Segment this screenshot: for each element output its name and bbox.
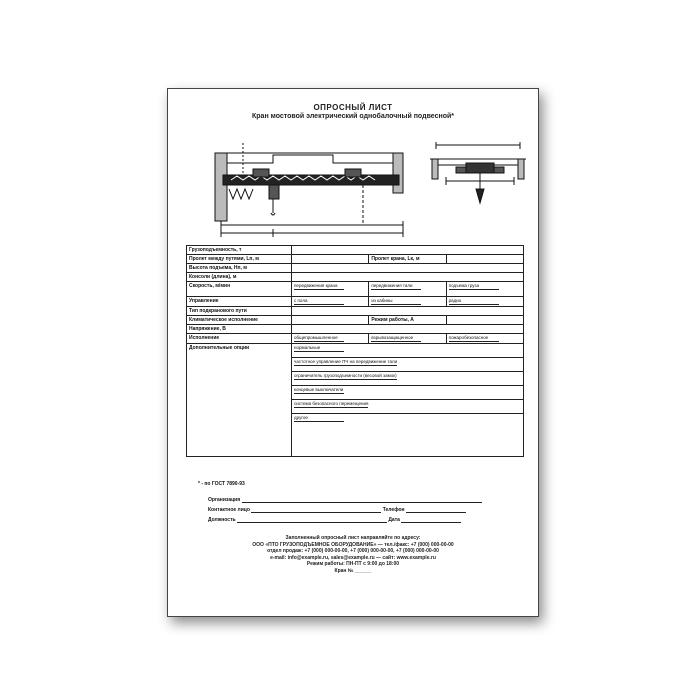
option-text: пожаробезопасное [449,335,499,342]
form-row [187,316,524,325]
field-value[interactable] [292,264,524,273]
option-cell[interactable] [369,282,446,297]
form-row [187,273,524,282]
option-text: с пола [294,298,344,305]
extra-option[interactable] [292,372,524,386]
form-row [187,344,524,358]
contacts-line: Режим работы: ПН-ПТ с 9:00 до 18:00 [306,561,400,567]
extra-option-text: ограничитель грузоподъемности (весовой замок) [294,373,397,378]
field-value[interactable] [292,246,524,255]
option-text: взрывозащищенное [371,335,421,342]
org-label: Организация [208,497,241,503]
signature-org-row [208,497,482,503]
contacts-line: отдел продаж: +7 (000) 000-00-00, +7 (000) 000-00-00, +7 (000) 000-00-00 [267,548,439,554]
field-label: Тип подкранового пути [187,307,292,316]
form-row [187,282,524,297]
org-field[interactable] [242,502,482,503]
form-row [187,264,524,273]
option-cell[interactable] [369,334,446,344]
field-label: Грузоподъемность, т [187,246,292,255]
extra-option-text: концевые выключатели [294,387,344,392]
extra-option[interactable] [292,400,524,414]
form-row [187,246,524,255]
option-text: передвижения крана [294,283,344,290]
crane-side-view-drawing [213,133,413,243]
signature-position-row [208,517,461,523]
date-field[interactable] [401,522,461,523]
position-field[interactable] [237,522,387,523]
phone-field[interactable] [406,512,466,513]
option-cell[interactable] [292,282,369,297]
field-label: Дополнительные опции [187,344,292,457]
field-value[interactable] [292,325,524,334]
position-label: Должность [208,517,236,523]
form-row [187,297,524,307]
field-value-right[interactable] [446,255,523,264]
form-row [187,255,524,264]
field-label-right: Пролет крана, Lк, м [369,255,446,264]
document-title: ОПРОСНЫЙ ЛИСТ [313,103,393,112]
field-label: Климатическое исполнение [187,316,292,325]
option-cell[interactable] [369,297,446,307]
option-text: передвижения тали [371,283,421,290]
form-row [187,307,524,316]
field-value[interactable] [292,316,369,325]
field-label: Высота подъема, Hп, м [187,264,292,273]
field-label-right: Режим работы, А [369,316,446,325]
field-label: Пролет между путями, Lп, м [187,255,292,264]
contacts-line: ООО «ПТО ГРУЗОПОДЪЕМНОЕ ОБОРУДОВАНИЕ» — тел./факс: +7 (000) 000-00-00 [252,541,454,548]
option-text: радио [449,298,499,305]
document-subtitle: Кран мостовой электрический однобалочный подвесной* [252,113,454,120]
option-cell[interactable] [446,282,523,297]
option-cell[interactable] [446,334,523,344]
option-text: общепромышленное [294,335,344,342]
contacts-line: Заполненный опросный лист направляйте по адресу: [285,535,421,541]
contacts-block [218,535,488,574]
contacts-line: e-mail: info@example.ru, sales@example.ru — сайт: www.example.ru [270,554,436,561]
extra-option[interactable] [292,358,524,372]
crane-end-view-drawing [426,141,530,231]
contacts-line: Кран № ______ [334,567,372,574]
contact-label: Контактное лицо [208,507,250,513]
extra-option-text: система безопасного перемещения [294,401,369,406]
field-label: Исполнение [187,334,292,344]
phone-label: Телефон [382,507,405,513]
extra-option-text: другое [294,415,344,422]
field-value-right[interactable] [446,316,523,325]
date-label: Дата [388,517,400,523]
extra-option-text: нормальные [294,345,344,352]
field-value[interactable] [292,255,369,264]
field-label: Напряжение, В [187,325,292,334]
form-row [187,325,524,334]
extra-option[interactable] [292,386,524,400]
option-cell[interactable] [292,334,369,344]
form-row [187,334,524,344]
signature-contact-row [208,507,466,513]
field-label: Управление [187,297,292,307]
questionnaire-sheet [167,88,539,617]
option-cell[interactable] [446,297,523,307]
option-text: подъема груза [449,283,499,290]
footnote: * - по ГОСТ 7890-93 [198,481,245,487]
field-label: Консоли (длина), м [187,273,292,282]
contact-field[interactable] [251,512,381,513]
extra-option[interactable] [292,414,524,457]
field-value[interactable] [292,307,524,316]
option-text: из кабины [371,298,421,305]
questionnaire-form-table [186,245,524,457]
option-cell[interactable] [292,297,369,307]
field-value[interactable] [292,273,524,282]
field-label: Скорость, м/мин [187,282,292,297]
extra-option[interactable] [292,344,524,358]
extra-option-text: частотное управление ПЧ на передвижение тали [294,359,398,364]
